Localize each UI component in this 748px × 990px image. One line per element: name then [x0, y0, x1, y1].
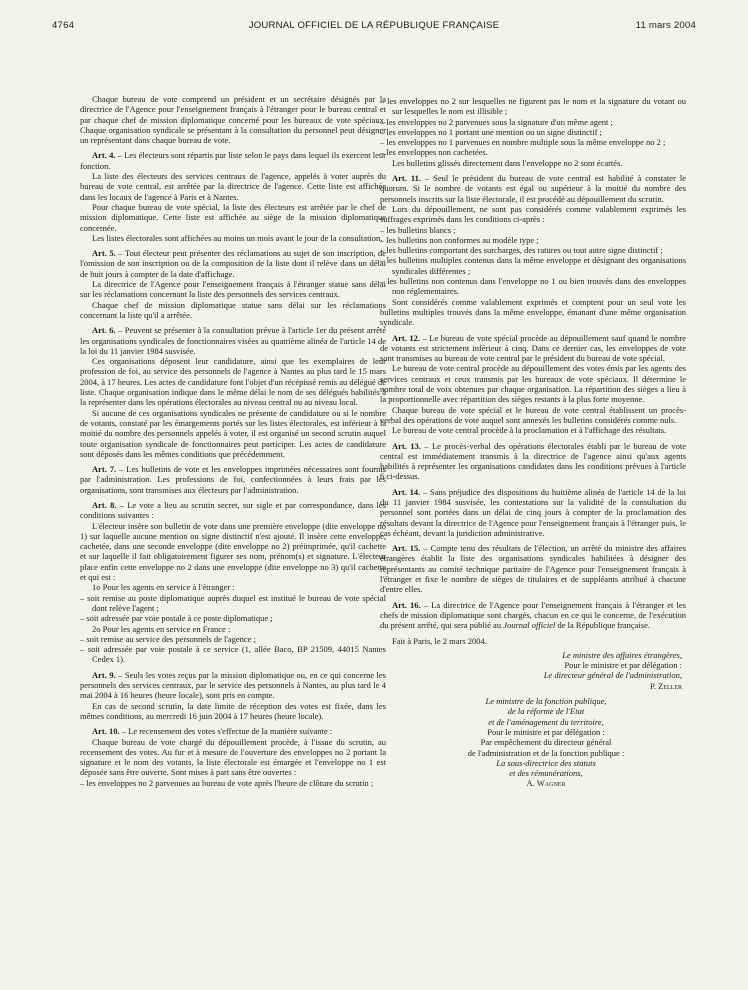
- paragraph: Le bureau de vote central procède au dépouillement des votes émis par les agents des services centraux et ceux transmis par les bureaux de vote spéciaux. Il détermine le nombre total de voix obtenues par chaque organisation. La répartition des sièges a lieu à la proportionnelle avec répartition des sièges restants à la plus forte moyenne.: [380, 363, 686, 405]
- signatory-title: Le directeur général de l'administration,: [543, 670, 682, 681]
- list-item: – soit adressée par voie postale à ce service (1, allée Baco, BP 21509, 44015 Nantes Cedex 1).: [80, 644, 386, 665]
- article-text: – Peuvent se présenter à la consultation prévue à l'article 1er du présent arrêté les organisations syndicales de fonctionnaires visées au quatrième alinéa de l'article 14 de la loi du 11 janvier 1984 susvisée.: [80, 325, 386, 356]
- signatory-title: de la réforme de l'Etat: [507, 706, 585, 717]
- list-item: – soit remise au service des personnels de l'agence ;: [80, 633, 256, 644]
- signature-block-1: [380, 650, 686, 691]
- article-label: Art. 5.: [92, 248, 116, 259]
- signatory-title: Le ministre des affaires étrangères,: [562, 649, 682, 660]
- article-text: – Tout électeur peut présenter des réclamations au sujet de son inscription, de l'omission de son inscription ou de la composition de la liste dont il relève dans un délai de huit jours à compter de la date d'affichage.: [80, 248, 387, 279]
- article-text: – Sans préjudice des dispositions du huitième alinéa de l'article 14 de la loi du 11 janvier 1984 susvisée, les contestations sur la validité de la consultation du personnel sont portées dans un délai de cinq jours à compter de la proclamation des résultats devant la directrice de l'Agence pour l'enseignement français à l'étranger puis, le cas échéant, devant la juridiction administrative.: [380, 486, 686, 538]
- article-text: – Le procès-verbal des opérations électorales établi par le bureau de vote central est immédiatement transmis à la directrice de l'agence ainsi qu'aux agents habilités à représenter les organisations candidates dans les conditions prévues à l'article 6 ci-dessus.: [380, 440, 686, 482]
- list-item: – les enveloppes no 1 parvenues en nombre multiple sous la même enveloppe no 2 ;: [380, 137, 666, 148]
- list-item: 2o Pour les agents en service en France :: [92, 623, 231, 634]
- signatory-name: A. Wagner: [526, 778, 566, 789]
- article-text: – Compte tenu des résultats de l'élection, un arrêté du ministre des affaires étrangères établit la liste des organisations syndicales habilitées à désigner des représentants au comité technique paritaire de l'Agence pour l'enseignement français à l'étranger et fixe le nombre de sièges de titulaires et de suppléants attribué à chacune d'entre elles.: [380, 543, 686, 595]
- page-number: 4764: [52, 20, 75, 31]
- list-item: – les bulletins non contenus dans l'enveloppe no 1 ou bien trouvés dans des enveloppes non réglementaires.: [380, 276, 686, 297]
- article-label: Art. 11.: [392, 173, 421, 184]
- article-16: [380, 600, 686, 631]
- article-15: [380, 543, 686, 594]
- list-item: – les enveloppes non cachetées.: [380, 147, 488, 158]
- paragraph: L'électeur insère son bulletin de vote dans une première enveloppe (dite enveloppe no 1) sur laquelle aucune mention ou signe distinctif n'est ajouté. Il insère cette enveloppe, cachetée, dans une seconde enveloppe (dite enveloppe no 2) préimprimée, qu'il cachette et sur laquelle il fait obligatoirement figurer ses nom, prénom(s) et signature. L'électeur place enfin cette enveloppe no 2 dans une enveloppe (dite enveloppe no 3) qu'il cachette et qui est :: [80, 520, 386, 583]
- article-text: de la République française.: [555, 620, 651, 631]
- list-item: – les enveloppes no 2 parvenues au bureau de vote après l'heure de clôture du scrutin ;: [80, 777, 374, 788]
- left-column: [80, 94, 386, 788]
- list-item: – les bulletins multiples contenus dans la même enveloppe et désignant des organisations syndicales différentes ;: [380, 255, 686, 276]
- delegation-line: Par empêchement du directeur général: [480, 737, 612, 748]
- list-item: – soit remise au poste diplomatique auprès duquel est institué le bureau de vote spécial dont relève l'agent ;: [80, 592, 386, 613]
- paragraph: Chaque bureau de vote spécial et le bureau de vote central établissent un procès-verbal des opérations de vote auquel sont annexés les bulletins considérés comme nuls.: [380, 404, 686, 425]
- paragraph: La liste des électeurs des services centraux de l'agence, appelés à voter auprès du bureau de vote central, est arrêtée par la directrice de l'agence. Cette liste est affichée dans les locaux de l'agence à Paris et à Nantes.: [80, 171, 386, 202]
- paragraph: Les bulletins glissés directement dans l'enveloppe no 2 sont écartés.: [392, 157, 623, 168]
- article-label: Art. 10.: [92, 726, 120, 737]
- article-label: Art. 15.: [392, 543, 421, 554]
- article-13: [380, 441, 686, 482]
- page-header: [52, 17, 696, 37]
- article-12: [380, 333, 686, 364]
- article-label: Art. 16.: [392, 599, 421, 610]
- signatory-title: Le ministre de la fonction publique,: [485, 696, 607, 707]
- article-9: [80, 670, 386, 701]
- issue-date: 11 mars 2004: [635, 20, 696, 31]
- right-column: [380, 96, 686, 789]
- article-7: [80, 464, 386, 495]
- article-label: Art. 7.: [92, 464, 117, 475]
- article-text: – Le recensement des votes s'effectue de la manière suivante :: [119, 726, 333, 737]
- list-item: – soit adressée par voie postale à ce poste diplomatique ;: [80, 613, 273, 624]
- article-5: [80, 248, 386, 279]
- article-text: – Les électeurs sont répartis par liste selon le pays dans lequel ils exercent leur fonction.: [80, 150, 386, 171]
- article-label: Art. 4.: [92, 150, 116, 161]
- paragraph: Le bureau de vote central procède à la proclamation et à l'affichage des résultats.: [392, 425, 667, 436]
- paragraph: Chaque bureau de vote chargé du dépouillement procède, à l'issue du scrutin, au recensement des votes. Au fur et à mesure de l'ouverture des enveloppes no 2 portant la signature et le nom des votants, la liste électorale est émargée et l'enveloppe no 1 est déposée sans être ouverte. Sont mises à part sans être ouvertes :: [80, 736, 386, 778]
- paragraph: Ces organisations déposent leur candidature, ainsi que les exemplaires de leur profession de foi, au service des personnels de l'agence à Nantes au plus tard le 15 mars 2004, à 17 heures. Les actes de candidature font l'objet d'un récépissé remis au délégué de liste. Chaque organisation indique dans le même délai le nom de ses délégués habilités à la représenter dans les opérations électorales au niveau central ou au niveau local.: [80, 356, 386, 408]
- list-item: – les enveloppes no 2 parvenues sous la signature d'un même agent ;: [380, 116, 613, 127]
- article-14: [380, 487, 686, 538]
- article-11: [380, 173, 686, 204]
- signatory-title: et de l'aménagement du territoire,: [488, 716, 604, 727]
- article-label: Art. 6.: [92, 325, 116, 336]
- signatory-title: La sous-directrice des statuts: [496, 757, 596, 768]
- signatory-title: et des rémunérations,: [509, 768, 583, 779]
- paragraph: Lors du dépouillement, ne sont pas considérés comme valablement exprimés les suffrages exprimés dans les conditions ci-après :: [380, 203, 686, 225]
- signatory-name: P. Zeller: [650, 680, 682, 691]
- article-text: – Les bulletins de vote et les enveloppes imprimées nécessaires sont fournis par l'administration. Les professions de foi, confectionnées à leurs frais par les organisations, sont transmises aux électeurs par l'administration.: [80, 464, 386, 495]
- paragraph: Chaque bureau de vote comprend un président et un secrétaire désignés par la directrice de l'Agence pour l'enseignement français à l'étranger pour le bureau central et par chaque chef de mission diplomatique concerné pour les bureaux de vote spéciaux. Chaque organisation syndicale se présentant à la consultation du personnel peut désigner un représentant dans chaque bureau de vote.: [80, 94, 386, 146]
- article-text: – Le bureau de vote spécial procède au dépouillement sauf quand le nombre de votants est strictement inférieur à cinq. Dans ce dernier cas, les enveloppes de vote sont transmises au bureau de vote central par le président du bureau de vote spécial.: [380, 332, 686, 364]
- journal-reference: Journal officiel: [503, 620, 556, 631]
- paragraph: En cas de second scrutin, la date limite de réception des votes est fixée, dans les mêmes conditions, au mercredi 16 juin 2004 à 17 heures (heure locale).: [80, 700, 386, 721]
- list-item: – les bulletins comportant des surcharges, des ratures ou tout autre signe distinctif ;: [380, 245, 663, 256]
- list-item: – les bulletins non conformes au modèle type ;: [380, 234, 539, 245]
- paragraph: Si aucune de ces organisations syndicales ne présente de candidature ou si le nombre de votants, constaté par les émargements portés sur les listes électorales, est inférieur à la moitié du nombre des personnels appelés à voter, il est organisé un second scrutin auquel toute organisation syndicale de fonctionnaires peut participer. Les actes de candidature sont déposés dans les mêmes conditions que précédemment.: [80, 407, 386, 459]
- paragraph: Les listes électorales sont affichées au moins un mois avant le jour de la consultation.: [92, 232, 383, 243]
- list-item: 1o Pour les agents en service à l'étranger :: [92, 582, 235, 593]
- article-8: [80, 500, 386, 521]
- paragraph: Chaque chef de mission diplomatique statue sans délai sur les réclamations concernant la liste qu'il a arrêtée.: [80, 299, 386, 320]
- article-4: [80, 150, 386, 171]
- article-label: Art. 8.: [92, 499, 117, 510]
- article-label: Art. 13.: [392, 440, 421, 451]
- delegation-line: Pour le ministre et par délégation :: [564, 660, 682, 671]
- list-item: – les enveloppes no 1 portant une mention ou un signe distinctif ;: [380, 126, 602, 137]
- paragraph: La directrice de l'Agence pour l'enseignement français à l'étranger statue sans délai sur les réclamations concernant la liste des personnels des services centraux.: [80, 279, 386, 300]
- article-text: – Seul le président du bureau de vote central est habilité à constater le quorum. Si le nombre de votants est égal ou supérieur à la moitié du nombre des personnels inscrits sur la liste électorale, il est procédé au dépouillement du scrutin.: [380, 173, 686, 204]
- article-label: Art. 14.: [392, 486, 421, 497]
- article-text: – Le vote a lieu au scrutin secret, sur sigle et par correspondance, dans les conditions suivantes :: [80, 499, 386, 521]
- paragraph: Pour chaque bureau de vote spécial, la liste des électeurs est arrêtée par le chef de mission diplomatique. Cette liste est affichée au siège de la mission diplomatique concernée.: [80, 201, 386, 233]
- article-6: [80, 325, 386, 356]
- date-line: Fait à Paris, le 2 mars 2004.: [392, 635, 487, 646]
- signature-block-2: [380, 696, 686, 789]
- list-item: – les enveloppes no 2 sur lesquelles ne figurent pas le nom et la signature du votant ou sur lesquelles le nom est illisible ;: [380, 96, 686, 117]
- delegation-line: Pour le ministre et par délégation :: [487, 726, 605, 737]
- list-item: – les bulletins blancs ;: [380, 224, 456, 235]
- journal-title: JOURNAL OFFICIEL DE LA RÉPUBLIQUE FRANÇAISE: [248, 20, 500, 31]
- article-text: – La directrice de l'Agence pour l'enseignement français à l'étranger et les chefs de mission diplomatique sont chargés, chacun en ce qui le concerne, de l'exécution du présent arrêté, qui sera publié au: [380, 599, 686, 631]
- article-label: Art. 9.: [92, 669, 116, 680]
- paragraph: Sont considérés comme valablement exprimés et comptent pour un seul vote les bulletins multiples trouvés dans la même enveloppe, émanant d'une même organisation syndicale.: [380, 296, 686, 328]
- article-10: [80, 726, 386, 736]
- delegation-line: de l'administration et de la fonction publique :: [467, 747, 625, 758]
- article-label: Art. 12.: [392, 332, 421, 343]
- article-text: – Seuls les votes reçus par la mission diplomatique ou, en ce qui concerne les personnels des services centraux, par le service des personnels à Nantes, au plus tard le 4 mai 2004 à 16 heures (heure locale), sont pris en compte.: [80, 669, 386, 701]
